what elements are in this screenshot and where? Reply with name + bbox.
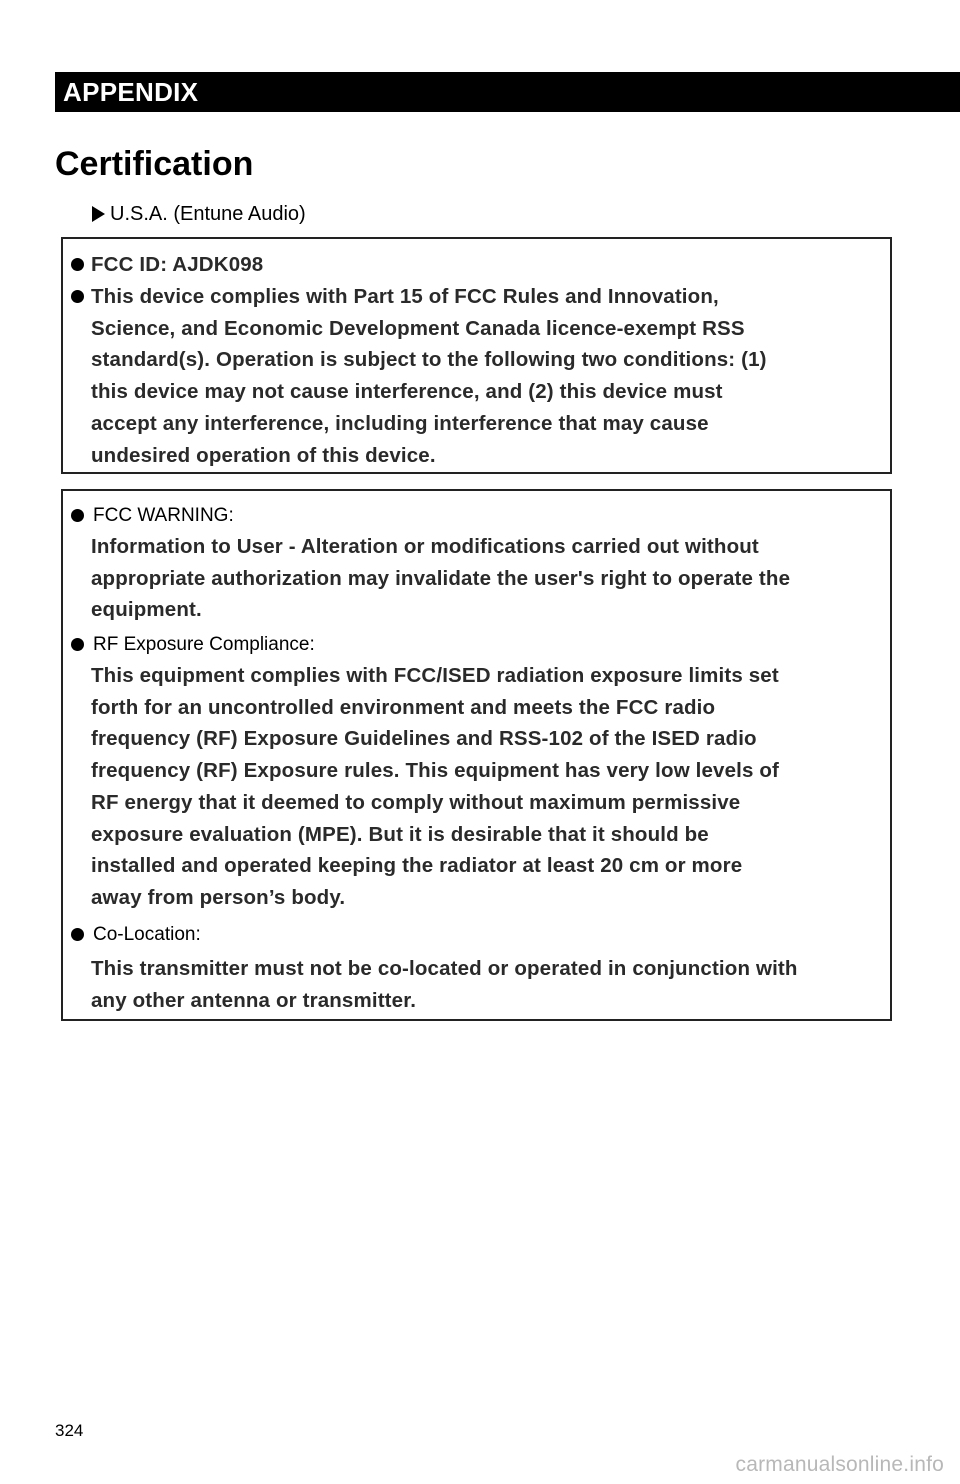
colocation-label: Co-Location: [93,924,201,945]
bullet-dot-icon [71,258,84,271]
fcc-id-item [71,249,263,281]
fcc-id-box [61,237,892,474]
subsection-label: U.S.A. (Entune Audio) [110,203,306,225]
rf-exposure-label: RF Exposure Compliance: [93,634,315,655]
rf-line: exposure evaluation (MPE). But it is desirable that it should be [91,822,709,846]
fcc-warning-item [71,503,234,529]
warnings-box [61,489,892,1021]
rf-exposure-item [71,632,315,658]
triangle-right-icon [92,206,105,222]
warning-line: equipment. [91,598,202,622]
fcc-id-text: FCC ID: AJDK098 [91,253,264,276]
page-number: 324 [55,1421,84,1440]
colocation-line: any other antenna or transmitter. [91,988,417,1012]
bullet-dot-icon [71,509,84,522]
subsection-heading [92,200,306,228]
compliance-item [71,281,84,303]
bullet-dot-icon [71,928,84,941]
compliance-line: This device complies with Part 15 of FCC Rules and Innovation, [91,285,719,308]
compliance-line: accept any interference, including interference that may cause [91,411,709,435]
rf-line: frequency (RF) Exposure rules. This equipment has very low levels of [91,759,780,783]
compliance-line: standard(s). Operation is subject to the following two conditions: (1) [91,348,767,372]
fcc-warning-label: FCC WARNING: [93,505,234,526]
compliance-line: Science, and Economic Development Canada licence-exempt RSS [91,316,745,340]
colocation-line: This transmitter must not be co-located or operated in conjunction with [91,957,798,980]
rf-line: forth for an uncontrolled environment and meets the FCC radio [91,695,716,719]
site-watermark: carmanualsonline.info [735,1453,944,1476]
bullet-dot-icon [71,638,84,651]
fcc-warning-paragraph [91,531,891,626]
colocation-paragraph [91,953,891,1016]
rf-line: away from person’s body. [91,885,346,909]
appendix-banner-text: APPENDIX [63,77,199,107]
rf-exposure-paragraph [91,660,891,914]
compliance-paragraph [91,281,891,471]
colocation-item [71,922,201,948]
appendix-banner [55,72,960,112]
compliance-line: undesired operation of this device. [91,443,436,467]
warning-line: appropriate authorization may invalidate the user's right to operate the [91,566,791,590]
rf-line: frequency (RF) Exposure Guidelines and RSS-102 of the ISED radio [91,727,757,751]
warning-line: Information to User - Alteration or modifications carried out without [91,535,759,558]
compliance-line: this device may not cause interference, and (2) this device must [91,380,723,404]
rf-line: This equipment complies with FCC/ISED radiation exposure limits set [91,664,779,687]
rf-line: installed and operated keeping the radiator at least 20 cm or more [91,854,743,878]
section-title: Certification [55,145,254,183]
rf-line: RF energy that it deemed to comply without maximum permissive [91,790,741,814]
bullet-dot-icon [71,290,84,303]
